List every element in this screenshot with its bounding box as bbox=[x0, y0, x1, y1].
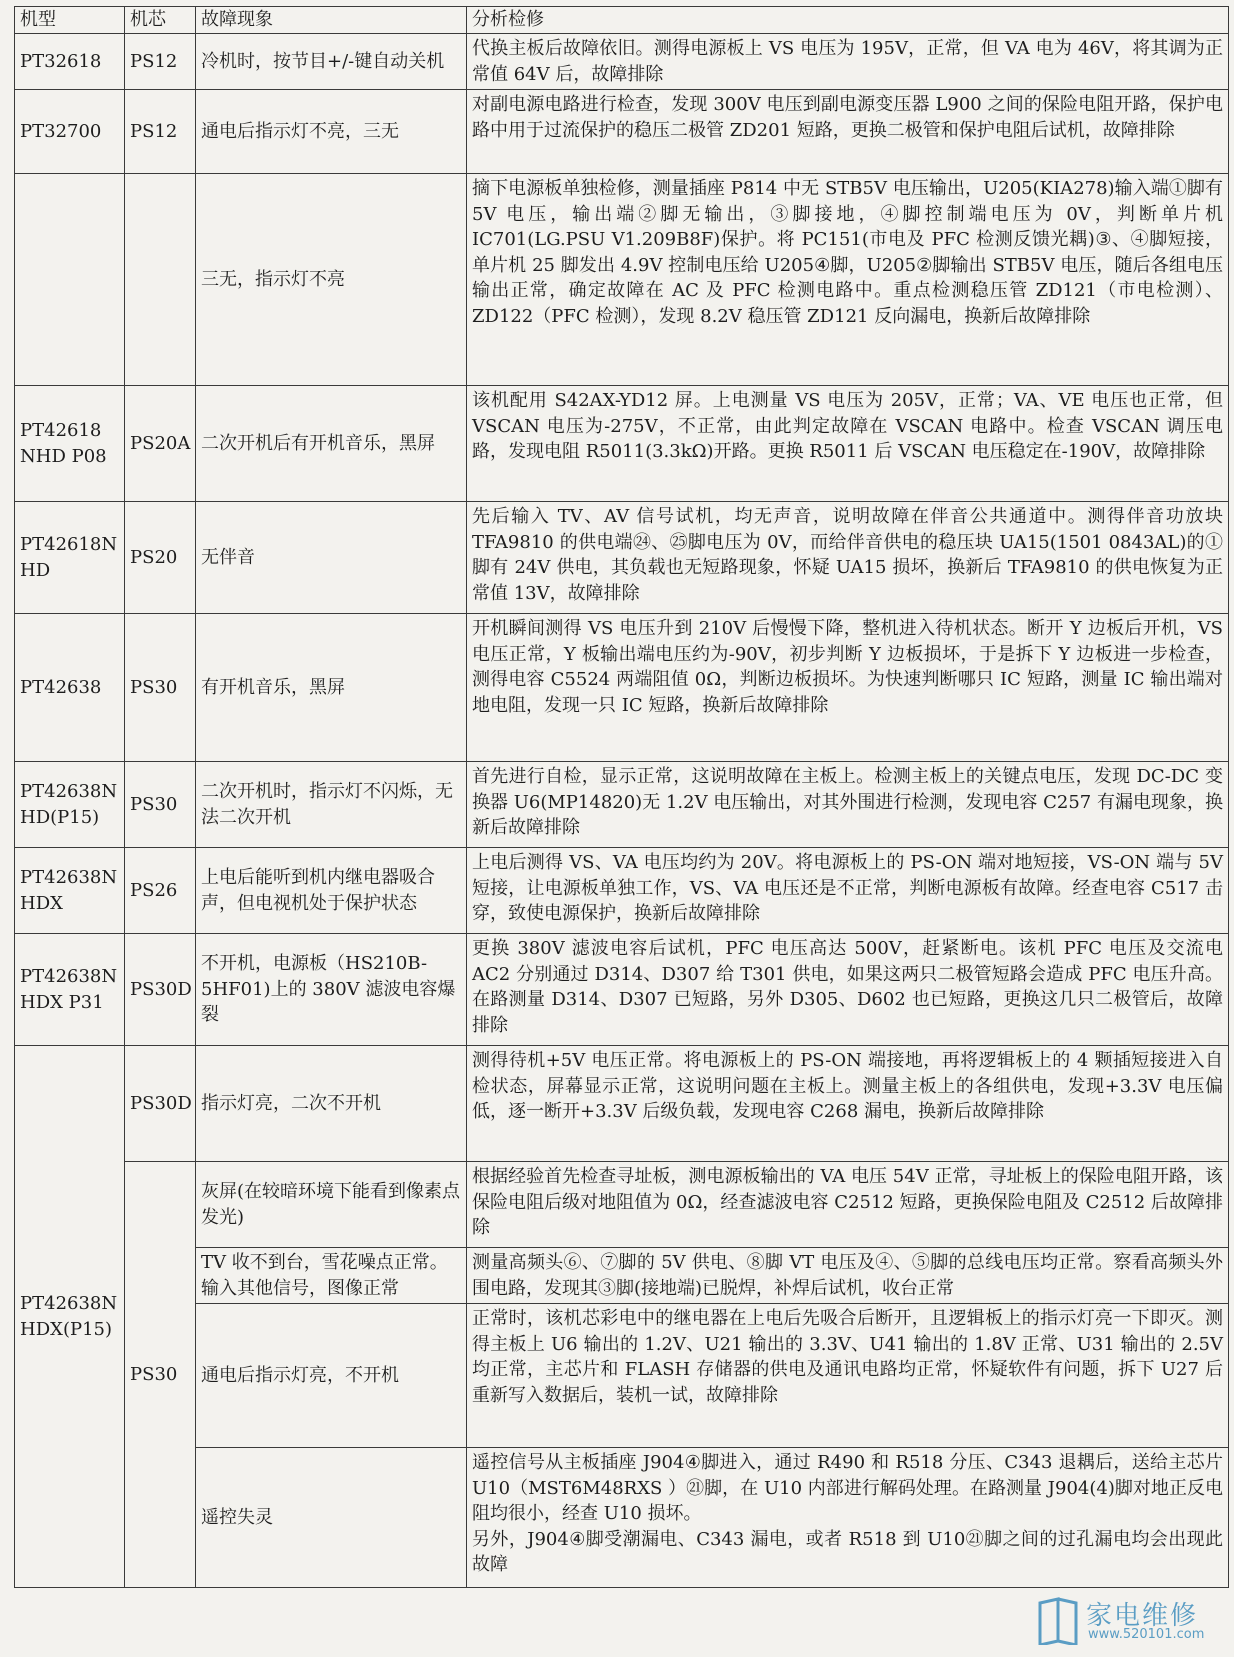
chip-cell: PS12 bbox=[125, 90, 196, 174]
analysis-cell: 开机瞬间测得 VS 电压升到 210V 后慢慢下降，整机进入待机状态。断开 Y 边板后开机，VS 电压正常，Y 板输出端电压约为-90V，初步判断 Y 边板损坏，于是拆下 Y 边板进一步检查，测得电容 C5524 两端阻值 0Ω，判断边板损坏。为快速判断哪只 IC 短路，测量 IC 输出端对地电阻，发现一只 IC 短路，换新后故障排除 bbox=[467, 614, 1229, 762]
model-cell: PT32700 bbox=[15, 90, 125, 174]
symptom-cell: 冷机时，按节目+/-键自动关机 bbox=[196, 34, 467, 90]
site-logo bbox=[1036, 1591, 1226, 1651]
analysis-cell: 上电后测得 VS、VA 电压均约为 20V。将电源板上的 PS-ON 端对地短接，VS-ON 端与 5V 短接，让电源板单独工作，VS、VA 电压还是不正常，判断电源板有故障。经查电容 C517 击穿，致使电源保护，换新后故障排除 bbox=[467, 848, 1229, 934]
chip-cell: PS20A bbox=[125, 386, 196, 502]
analysis-cell: 测得待机+5V 电压正常。将电源板上的 PS-ON 端接地，再将逻辑板上的 4 颗插短接进入自检状态，屏幕显示正常，这说明问题在主板上。测量主板上的各组供电，发现+3.3V 电压偏低，逐一断开+3.3V 后级负载，发现电容 C268 漏电，换新后故障排除 bbox=[467, 1046, 1229, 1162]
table-row bbox=[15, 502, 1229, 614]
table-row bbox=[15, 1162, 1229, 1248]
model-cell: PT42618 NHD P08 bbox=[15, 386, 125, 502]
chip-cell: PS30 bbox=[125, 762, 196, 848]
chip-cell: PS20 bbox=[125, 502, 196, 614]
logo-url: www.520101.com bbox=[1088, 1627, 1205, 1642]
table-row bbox=[15, 90, 1229, 174]
symptom-cell: 遥控失灵 bbox=[196, 1448, 467, 1588]
book-logo-icon bbox=[1036, 1595, 1080, 1645]
model-cell: PT42638N HDX bbox=[15, 848, 125, 934]
header-chip: 机芯 bbox=[125, 7, 196, 34]
analysis-cell: 测量高频头⑥、⑦脚的 5V 供电、⑧脚 VT 电压及④、⑤脚的总线电压均正常。察看高频头外围电路，发现其③脚(接地端)已脱焊，补焊后试机，收台正常 bbox=[467, 1248, 1229, 1304]
symptom-cell: 二次开机后有开机音乐，黑屏 bbox=[196, 386, 467, 502]
analysis-cell: 先后输入 TV、AV 信号试机，均无声音，说明故障在伴音公共通道中。测得伴音功放块 TFA9810 的供电端㉔、㉕脚电压为 0V，而给伴音供电的稳压块 UA15(1501 0843AL)的①脚有 24V 供电，其负载也无短路现象，怀疑 UA15 损坏，换新后 TFA9810 的供电恢复为正常值 13V，故障排除 bbox=[467, 502, 1229, 614]
header-analysis: 分析检修 bbox=[467, 7, 1229, 34]
symptom-cell: 二次开机时，指示灯不闪烁，无法二次开机 bbox=[196, 762, 467, 848]
chip-cell: PS30 bbox=[125, 614, 196, 762]
symptom-cell: 无伴音 bbox=[196, 502, 467, 614]
table-row bbox=[15, 1046, 1229, 1162]
chip-cell: PS12 bbox=[125, 34, 196, 90]
analysis-cell: 更换 380V 滤波电容后试机，PFC 电压高达 500V，赶紧断电。该机 PFC 电压及交流电 AC2 分别通过 D314、D307 给 T301 供电，如果这两只二极管短路会造成 PFC 电压升高。在路测量 D314、D307 已短路，另外 D305、D602 也已短路，更换这几只二极管后，故障排除 bbox=[467, 934, 1229, 1046]
table-row bbox=[15, 762, 1229, 848]
model-cell: PT42638N HD(P15) bbox=[15, 762, 125, 848]
table-row bbox=[15, 34, 1229, 90]
symptom-cell: 上电后能听到机内继电器吸合声，但电视机处于保护状态 bbox=[196, 848, 467, 934]
table-row bbox=[15, 386, 1229, 502]
analysis-cell: 摘下电源板单独检修，测量插座 P814 中无 STB5V 电压输出，U205(KIA278)输入端①脚有 5V 电压，输出端②脚无输出，③脚接地，④脚控制端电压为 0V，判断单片机 IC701(LG.PSU V1.209B8F)保护。将 PC151(市电及 PFC 检测反馈光耦)③、④脚短接，单片机 25 脚发出 4.9V 控制电压给 U205④脚，U205②脚输出 STB5V 电压，随后各组电压输出正常，确定故障在 AC 及 PFC 检测电路中。重点检测稳压管 ZD121（市电检测）、ZD122（PFC 检测），发现 8.2V 稳压管 ZD121 反向漏电，换新后故障排除 bbox=[467, 174, 1229, 386]
analysis-cell: 遥控信号从主板插座 J904④脚进入，通过 R490 和 R518 分压、C343 退耦后，送给主芯片 U10（MST6M48RXS ）㉑脚，在 U10 内部进行解码处理。在路测量 J904(4)脚对地正反电阻均很小，经查 U10 损坏。 另外，J904④脚受潮漏电、C343 漏电，或者 R518 到 U10㉑脚之间的过孔漏电均会出现此故障 bbox=[467, 1448, 1229, 1588]
chip-cell bbox=[125, 174, 196, 386]
symptom-cell: 不开机，电源板（HS210B-5HF01)上的 380V 滤波电容爆裂 bbox=[196, 934, 467, 1046]
chip-cell: PS30D bbox=[125, 934, 196, 1046]
model-cell: PT32618 bbox=[15, 34, 125, 90]
model-cell bbox=[15, 174, 125, 386]
logo-text: 家电维修 bbox=[1086, 1601, 1199, 1631]
header-symptom: 故障现象 bbox=[196, 7, 467, 34]
chip-cell: PS26 bbox=[125, 848, 196, 934]
symptom-cell: 有开机音乐，黑屏 bbox=[196, 614, 467, 762]
document-page bbox=[14, 6, 1228, 1588]
model-cell: PT42618N HD bbox=[15, 502, 125, 614]
header-model: 机型 bbox=[15, 7, 125, 34]
fault-table bbox=[14, 6, 1229, 1588]
table-header-row bbox=[15, 7, 1229, 34]
chip-cell: PS30D bbox=[125, 1046, 196, 1162]
symptom-cell: 三无，指示灯不亮 bbox=[196, 174, 467, 386]
analysis-cell: 首先进行自检，显示正常，这说明故障在主板上。检测主板上的关键点电压，发现 DC-DC 变换器 U6(MP14820)无 1.2V 电压输出，对其外围进行检测，发现电容 C257 有漏电现象，换新后故障排除 bbox=[467, 762, 1229, 848]
model-cell: PT42638 bbox=[15, 614, 125, 762]
table-row bbox=[15, 1304, 1229, 1448]
table-row bbox=[15, 1248, 1229, 1304]
model-cell: PT42638N HDX(P15) bbox=[15, 1046, 125, 1588]
analysis-cell: 该机配用 S42AX-YD12 屏。上电测量 VS 电压为 205V，正常；VA、VE 电压也正常，但 VSCAN 电压为-275V，不正常，由此判定故障在 VSCAN 电路中。检查 VSCAN 调压电路，发现电阻 R5011(3.3kΩ)开路。更换 R5011 后 VSCAN 电压稳定在-190V，故障排除 bbox=[467, 386, 1229, 502]
analysis-cell: 根据经验首先检查寻址板，测电源板输出的 VA 电压 54V 正常，寻址板上的保险电阻开路，该保险电阻后级对地阻值为 0Ω，经查滤波电容 C2512 短路，更换保险电阻及 C2512 后故障排除 bbox=[467, 1162, 1229, 1248]
chip-cell: PS30 bbox=[125, 1162, 196, 1588]
table-row bbox=[15, 614, 1229, 762]
symptom-cell: 指示灯亮，二次不开机 bbox=[196, 1046, 467, 1162]
table-row bbox=[15, 848, 1229, 934]
analysis-cell: 代换主板后故障依旧。测得电源板上 VS 电压为 195V，正常，但 VA 电为 46V，将其调为正常值 64V 后，故障排除 bbox=[467, 34, 1229, 90]
symptom-cell: TV 收不到台，雪花噪点正常。输入其他信号，图像正常 bbox=[196, 1248, 467, 1304]
table-row bbox=[15, 174, 1229, 386]
model-cell: PT42638N HDX P31 bbox=[15, 934, 125, 1046]
symptom-cell: 通电后指示灯不亮，三无 bbox=[196, 90, 467, 174]
symptom-cell: 通电后指示灯亮，不开机 bbox=[196, 1304, 467, 1448]
symptom-cell: 灰屏(在较暗环境下能看到像素点发光) bbox=[196, 1162, 467, 1248]
table-row bbox=[15, 934, 1229, 1046]
analysis-cell: 对副电源电路进行检查，发现 300V 电压到副电源变压器 L900 之间的保险电阻开路，保护电路中用于过流保护的稳压二极管 ZD201 短路，更换二极管和保护电阻后试机，故障排除 bbox=[467, 90, 1229, 174]
analysis-cell: 正常时，该机芯彩电中的继电器在上电后先吸合后断开，且逻辑板上的指示灯亮一下即灭。测得主板上 U6 输出的 1.2V、U21 输出的 3.3V、U41 输出的 1.8V 正常、U31 输出的 2.5V 均正常，主芯片和 FLASH 存储器的供电及通讯电路均正常，怀疑软件有问题，拆下 U27 后重新写入数据后，装机一试，故障排除 bbox=[467, 1304, 1229, 1448]
table-row bbox=[15, 1448, 1229, 1588]
